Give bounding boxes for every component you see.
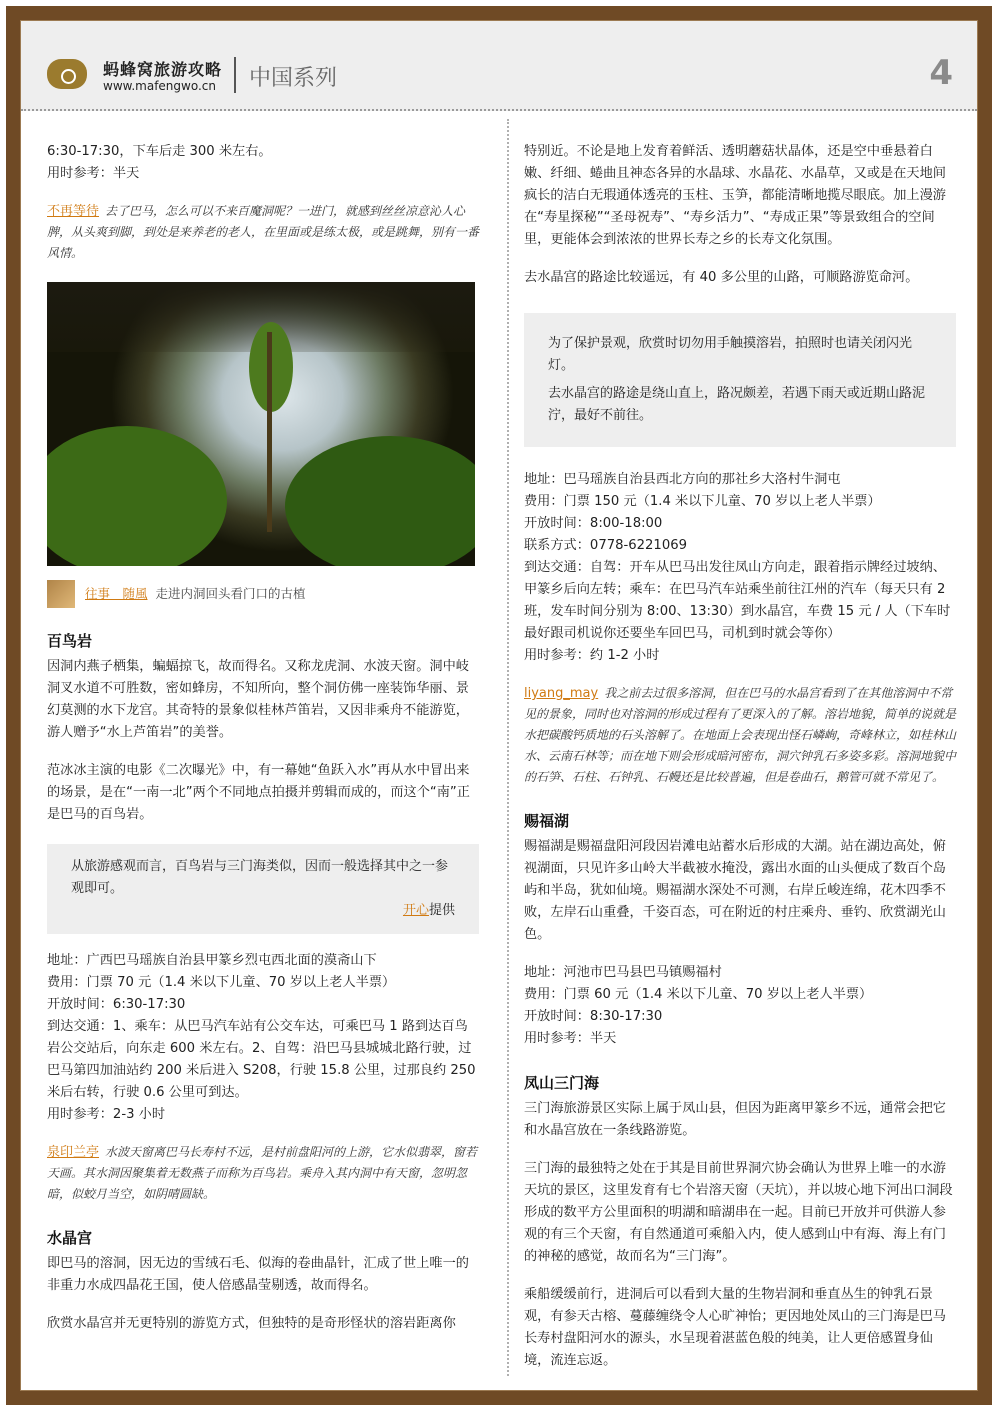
section-title: 百鸟岩 [47,632,93,650]
caption-user-link[interactable]: 往事＿随風 [85,586,148,601]
foliage-left [47,426,227,566]
section-paragraph: 赐福湖是赐福盘阳河段因岩滩电站蓄水后形成的大湖。站在湖边高处，俯视湖面，只见许多山岭大半截被水掩没，露出水面的山头便成了数百个岛屿和半岛，犹如仙境。赐福湖水深处不可测，右岸丘峻连绵，花木四季不败，左岸石山重叠，千姿百态，可在附近的村庄乘舟、垂钓、欣赏湖光山色。 [524,839,946,942]
tip-text: 去水晶宫的路途是绕山直上，路况颇差，若遇下雨天或近期山路泥泞，最好不前往。 [548,386,926,423]
foliage-right [285,436,475,566]
section-paragraph: 三门海的最独特之处在于其是目前世界洞穴协会确认为世界上唯一的水游天坑的景区，这里发育有七个岩溶天窗（天坑），并以坡心地下河出口洞段形成的数平方公里面积的明湖和暗湖串在一起。目前已开放并可供游人参观的有三个天窗，有自然通道可乘船入内，使人感到山中有海、海上有门的神秘的感觉，故而名为“三门海”。 [524,1161,953,1264]
column-divider [507,119,509,1376]
quote-author-link[interactable]: 泉印兰亭 [47,1145,100,1160]
page-number: 4 [929,53,953,93]
traveler-quote [47,201,479,264]
user-avatar[interactable] [47,580,75,608]
right-column [524,141,956,1372]
header-separator [234,57,236,93]
intro-line: 6:30-17:30，下车后走 300 米左右。 [47,144,272,159]
series-title: 中国系列 [249,66,338,91]
section-title: 赐福湖 [524,812,570,830]
section-paragraph: 欣赏水晶宫并无更特别的游览方式，但独特的是奇形怪状的溶岩距离你 [47,1316,456,1331]
quote-text: 水波天窗离巴马长寿村不远，是村前盘阳河的上游，它水似翡翠，窗若天画。其水洞因聚集着无数燕子而称为百鸟岩。乘舟入其内洞中有天窗，忽明忽暗，似蛟月当空，如阴晴圆缺。 [47,1145,478,1201]
quote-author-link[interactable]: 不再等待 [47,204,100,219]
tip-text: 从旅游感观而言，百鸟岩与三门海类似，因而一般选择其中之一参观即可。 [71,859,449,896]
quote-text: 我之前去过很多溶洞，但在巴马的水晶宫看到了在其他溶洞中不常见的景象，同时也对溶洞的形成过程有了更深入的了解。溶岩地貌，简单的说就是水把碳酸钙质地的石头溶解了。在地面上会表现出怪石嶙峋，奇峰林立，如桂林山水、云南石林等；而在地下则会形成暗河密布，洞穴钟乳石多姿多彩。溶洞地貌中的石笋、石柱、石钟乳、石幔还是比较普遍，但是卷曲石，鹅管可就不常见了。 [524,686,957,784]
page-frame [6,6,992,1405]
page-header [21,21,977,111]
page-inner [20,20,978,1391]
traveler-quote [47,1142,479,1205]
tip-user-link[interactable]: 开心 [402,903,429,918]
info-line: 费用：门票 60 元（1.4 米以下儿童、70 岁以上老人半票） [524,987,873,1002]
intro-line: 用时参考：半天 [47,166,140,181]
brand-url: www.mafengwo.cn [103,79,216,93]
logo-eye-icon [61,69,76,84]
section-title: 凤山三门海 [524,1074,600,1092]
tip-text: 为了保护景观，欣赏时切勿用手触摸溶岩，拍照时也请关闭闪光灯。 [548,336,913,373]
info-line: 开放时间：8:30-17:30 [524,1009,663,1024]
tip-credit [71,900,455,922]
info-line: 用时参考：约 1-2 小时 [524,648,660,663]
info-line: 地址：河池市巴马县巴马镇赐福村 [524,965,722,980]
info-line: 开放时间：8:00-18:00 [524,516,663,531]
section-paragraph: 去水晶宫的路途比较遥远，有 40 多公里的山路，可顺路游览命河。 [524,270,919,285]
section-paragraph: 因洞内燕子栖集，蝙蝠掠飞，故而得名。又称龙虎洞、水波天窗。洞中岐洞叉水道不可胜数，密如蜂房，不知所向，整个洞仿佛一座装饰华丽、景幻莫测的水下龙宫。其奇特的景象似桂林芦笛岩，又因非乘舟不能游览，游人赠予“水上芦笛岩”的美誉。 [47,659,469,740]
info-line: 联系方式：0778-6221069 [524,538,687,553]
quote-author-link[interactable]: liyang_may [524,686,599,701]
brand-name: 蚂蜂窝旅游攻略 [103,60,223,79]
info-line: 开放时间：6:30-17:30 [47,997,186,1012]
tip-box [524,313,956,447]
tree-trunk [267,332,272,532]
section-paragraph: 即巴马的溶洞，因无边的雪绒石毛、似海的卷曲晶针，汇成了世上唯一的非重力水成四晶花王国，使人倍感晶莹剔透，故而得名。 [47,1256,469,1293]
tip-box [47,844,479,934]
cave-photo [47,282,475,566]
section-title: 水晶宫 [47,1229,93,1247]
info-block [524,962,956,1050]
info-line: 到达交通：自驾：开车从巴马出发往凤山方向走，跟着指示牌经过坡纳、甲篆乡后向左转；乘车：在巴马汽车站乘坐前往江州的汽车（每天只有 2 班，发车时间分别为 8:00、13:30）到水晶宫，车费 15 元 / 人（下车时最好跟司机说你还要坐车回巴马，司机到时就会等你） [524,560,951,641]
left-column [47,141,479,1335]
info-line: 用时参考：2-3 小时 [47,1107,166,1122]
section-paragraph: 范冰冰主演的电影《二次曝光》中，有一幕她“鱼跃入水”再从水中冒出来的场景，是在“一南一北”两个不同地点拍摄并剪辑而成的，而这个“南”正是巴马的百鸟岩。 [47,763,470,822]
info-line: 用时参考：半天 [524,1031,617,1046]
section-paragraph: 三门海旅游景区实际上属于凤山县，但因为距离甲篆乡不远，通常会把它和水晶宫放在一条线路游览。 [524,1101,946,1138]
photo-caption [47,580,479,608]
info-block [524,469,956,667]
info-line: 地址：巴马瑶族自治县西北方向的那社乡大洛村牛洞屯 [524,472,841,487]
info-line: 费用：门票 70 元（1.4 米以下儿童、70 岁以上老人半票） [47,975,396,990]
section-paragraph: 乘船缓缓前行，进洞后可以看到大量的生物岩洞和垂直丛生的钟乳石景观，有参天古榕、蔓藤缠绕令人心旷神怡；更因地处凤山的三门海是巴马长寿村盘阳河水的源头，水呈现着湛蓝色般的纯美，让人更倍感置身仙境，流连忘返。 [524,1287,946,1368]
section-paragraph: 特别近。不论是地上发育着鲜活、透明蘑菇状晶体，还是空中垂悬着白嫩、纤细、蜷曲且神态各异的水晶球、水晶花、水晶草，又或是在天地间疯长的洁白无瑕通体透亮的玉柱、玉笋，都能清晰地揽尽眼底。加上漫游在“寿星探秘”“圣母祝寿”、“寿乡活力”、“寿成正果”等景致组合的空间里，更能体会到浓浓的世界长寿之乡的长寿文化氛围。 [524,144,946,247]
mafengwo-logo-icon [47,59,87,89]
info-line: 费用：门票 150 元（1.4 米以下儿童、70 岁以上老人半票） [524,494,881,509]
traveler-quote [524,683,956,788]
info-line: 地址：广西巴马瑶族自治县甲篆乡烈屯西北面的漠斋山下 [47,953,377,968]
quote-text: 去了巴马，怎么可以不来百魔洞呢？一进门，就感到丝丝凉意沁人心脾，从头爽到脚，到处是来养老的老人，在里面或是练太极，或是跳舞，别有一番风情。 [47,204,480,260]
info-line: 到达交通：1、乘车：从巴马汽车站有公交车达，可乘巴马 1 路到达百鸟岩公交站后，向东走 600 米左右。2、自驾：沿巴马县城城北路行驶，过巴马第四加油站约 200 米后进入 S208，行驶 15.8 公里，过那良约 250 米后右转，行驶 0.6 公里可到达。 [47,1019,476,1100]
tip-suffix: 提供 [428,903,455,918]
info-block [47,950,479,1126]
caption-text: 走进内洞回头看门口的古植 [155,586,306,601]
